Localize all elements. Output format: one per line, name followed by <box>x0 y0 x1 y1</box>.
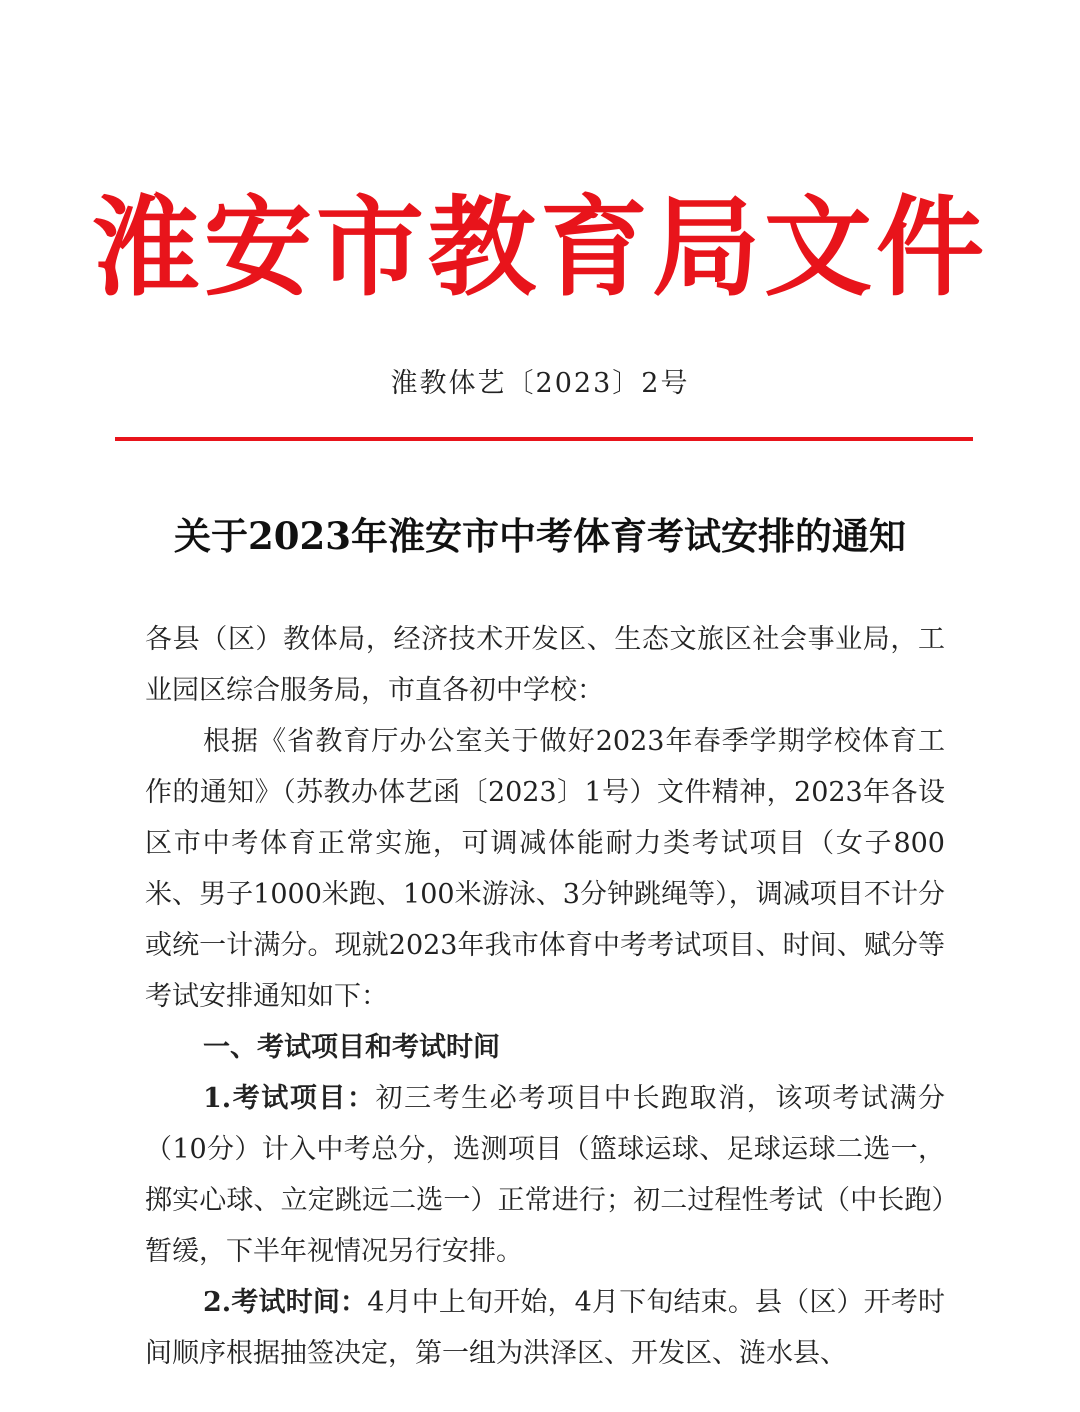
red-divider-line <box>115 437 973 441</box>
item-2-text: 4月中上旬开始，4月下旬结束。县（区）开考时间顺序根据抽签决定，第一组为洪泽区、开发区、涟水县、 <box>145 1287 946 1369</box>
issuing-authority-title: 淮安市教育局文件 <box>91 185 988 311</box>
section-heading: 一、考试项目和考试时间 <box>203 1032 500 1063</box>
notice-title: 关于2023年淮安市中考体育考试安排的通知 <box>174 514 906 558</box>
document-body <box>145 614 945 1379</box>
item-1-text: 初三考生必考项目中长跑取消，该项考试满分（10分）计入中考总分，选测项目（篮球运球、足球运球二选一，掷实心球、立定跳远二选一）正常进行；初二过程性考试（中长跑）暂缓，下半年视情况另行安排。 <box>145 1083 946 1267</box>
intro-paragraph: 根据《省教育厅办公室关于做好2023年春季学期学校体育工作的通知》（苏教办体艺函〔2023〕1号）文件精神，2023年各设区市中考体育正常实施，可调减体能耐力类考试项目（女子800米、男子1000米跑、100米游泳、3分钟跳绳等），调减项目不计分或统一计满分。现就2023年我市体育中考考试项目、时间、赋分等考试安排通知如下： <box>145 726 945 1012</box>
recipients-paragraph: 各县（区）教体局，经济技术开发区、生态文旅区社会事业局，工业园区综合服务局，市直各初中学校： <box>145 624 945 706</box>
item-2-label: 2.考试时间： <box>203 1287 368 1318</box>
item-1-paragraph <box>145 1073 945 1277</box>
item-2-paragraph <box>145 1277 945 1379</box>
item-1-label: 1.考试项目： <box>203 1083 376 1114</box>
document-number: 淮教体艺〔2023〕2号 <box>390 368 690 399</box>
